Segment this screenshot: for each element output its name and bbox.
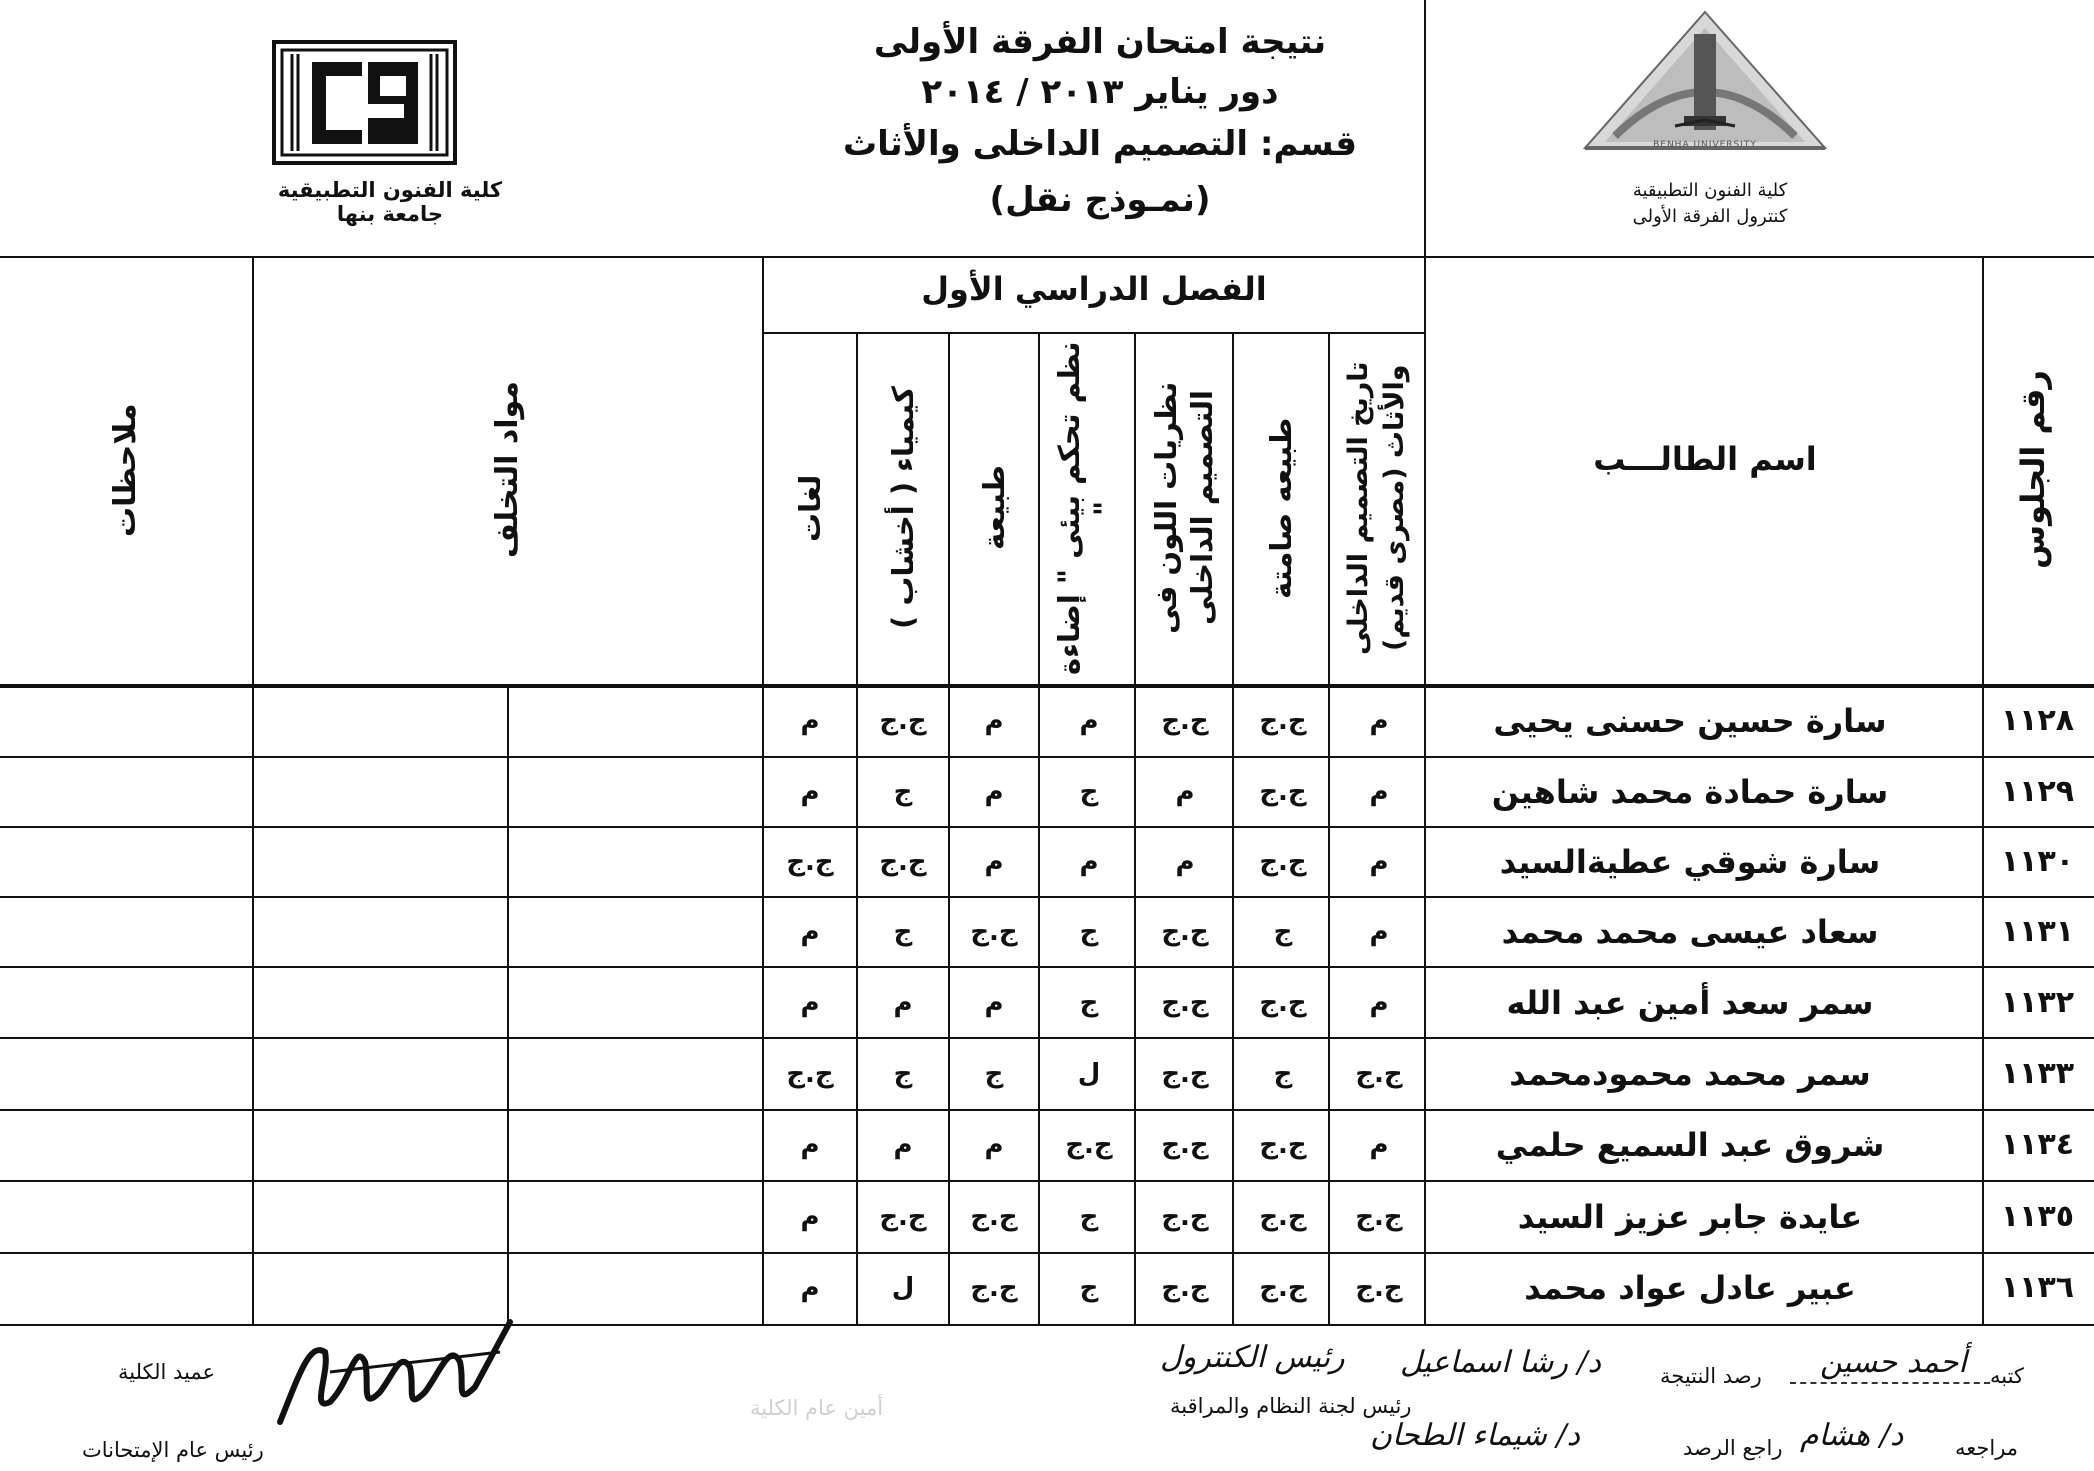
student-name: سمر سعد أمين عبد الله bbox=[1506, 984, 1874, 1022]
grade-cell: ج.ج bbox=[1355, 1202, 1403, 1232]
subject-header: طبيعة bbox=[977, 465, 1011, 551]
student-name: سارة شوقي عطيةالسيد bbox=[1499, 843, 1881, 881]
grade-cell: ج bbox=[1079, 917, 1099, 947]
checked-signature: د/ شيماء الطحان bbox=[1370, 1418, 1580, 1453]
seat-number: ١١٢٩ bbox=[2000, 774, 2075, 809]
grade-cell: ج.ج bbox=[1065, 1130, 1113, 1160]
student-name: سعاد عيسى محمد محمد bbox=[1501, 913, 1879, 951]
grade-cell: ج bbox=[1273, 1059, 1293, 1089]
grade-cell: ج.ج bbox=[1259, 988, 1307, 1018]
grade-cell: ج.ج bbox=[1161, 917, 1209, 947]
form-type: (نمـوذج نقل) bbox=[989, 180, 1211, 220]
faded-stamp-text: أمين عام الكلية bbox=[750, 1396, 884, 1420]
grade-cell: م bbox=[984, 1130, 1004, 1160]
grade-cell: ج.ج bbox=[1259, 1273, 1307, 1303]
seat-number: ١١٣٤ bbox=[2000, 1127, 2075, 1162]
grade-cell: ج bbox=[893, 917, 913, 947]
grade-cell: م bbox=[1369, 777, 1389, 807]
dean-signature-icon bbox=[270, 1312, 520, 1442]
doc-title: نتيجة امتحان الفرقة الأولى bbox=[873, 22, 1327, 62]
grade-cell: ج bbox=[1079, 777, 1099, 807]
recorded-label: رصد النتيجة bbox=[1660, 1364, 1762, 1388]
grade-cell: م bbox=[800, 706, 820, 736]
grade-cell: ج.ج bbox=[1259, 777, 1307, 807]
university-logo-icon bbox=[1580, 8, 1830, 158]
notes-header: ملاحظات bbox=[108, 403, 143, 537]
right-logo-caption: كلية الفنون التطبيقية bbox=[1632, 180, 1788, 201]
grade-cell: ج bbox=[893, 777, 913, 807]
grade-cell: ج bbox=[1079, 1202, 1099, 1232]
grade-cell: م bbox=[800, 1202, 820, 1232]
grade-cell: ج.ج bbox=[970, 917, 1018, 947]
student-name: عايدة جابر عزيز السيد bbox=[1517, 1198, 1863, 1236]
subject-header: طبيعه صامتة bbox=[1264, 417, 1298, 599]
seat-number: ١١٣٣ bbox=[2000, 1056, 2075, 1091]
grade-cell: م bbox=[800, 988, 820, 1018]
grade-cell: ج.ج bbox=[1161, 988, 1209, 1018]
exam-session: دور يناير ٢٠١٣ / ٢٠١٤ bbox=[921, 72, 1279, 112]
grade-cell: ج.ج bbox=[970, 1202, 1018, 1232]
dean-label: عميد الكلية bbox=[118, 1360, 216, 1384]
grade-cell: م bbox=[984, 777, 1004, 807]
control-head-signature: رئيس الكنترول bbox=[1160, 1340, 1345, 1375]
header-divider bbox=[1424, 0, 1426, 256]
written-by-signature: أحمد حسين bbox=[1820, 1345, 1967, 1380]
grade-cell: ج.ج bbox=[1161, 1059, 1209, 1089]
dashed-line bbox=[1790, 1382, 1990, 1384]
department: قسم: التصميم الداخلى والأثاث bbox=[842, 124, 1358, 164]
grade-cell: م bbox=[1369, 988, 1389, 1018]
faculty-logo-icon bbox=[272, 40, 457, 165]
grade-cell: م bbox=[1369, 1130, 1389, 1160]
grade-cell: م bbox=[800, 1273, 820, 1303]
logo-ring-text: BENHA UNIVERSITY bbox=[1653, 140, 1757, 150]
grade-cell: م bbox=[1369, 917, 1389, 947]
grade-cell: ج.ج bbox=[786, 847, 834, 877]
student-name-header: اسم الطالـــب bbox=[1593, 440, 1817, 478]
seat-number: ١١٣٠ bbox=[2000, 844, 2075, 879]
exams-head-label: رئيس عام الإمتحانات bbox=[82, 1438, 264, 1462]
grade-cell: ج bbox=[984, 1059, 1004, 1089]
student-name: سارة حمادة محمد شاهين bbox=[1491, 773, 1889, 811]
committee-head-label: رئيس لجنة النظام والمراقبة bbox=[1170, 1394, 1412, 1418]
grade-cell: ج.ج bbox=[1259, 1130, 1307, 1160]
grade-cell: ج.ج bbox=[786, 1059, 834, 1089]
grade-cell: ج.ج bbox=[1259, 1202, 1307, 1232]
grade-cell: ج bbox=[893, 1059, 913, 1089]
col-line bbox=[507, 684, 509, 1326]
seat-number-header: رقم الجلوس bbox=[2014, 370, 2052, 570]
grade-cell: م bbox=[984, 706, 1004, 736]
grade-cell: ج.ج bbox=[1161, 706, 1209, 736]
grade-cell: ج bbox=[1079, 1273, 1099, 1303]
right-logo-control: كنترول الفرقة الأولى bbox=[1632, 206, 1788, 227]
grade-cell: ج.ج bbox=[879, 706, 927, 736]
grade-cell: م bbox=[1369, 706, 1389, 736]
student-name: شروق عبد السميع حلمي bbox=[1495, 1126, 1885, 1164]
subject-header: لغات bbox=[793, 474, 827, 542]
grade-cell: م bbox=[800, 1130, 820, 1160]
grade-cell: ج.ج bbox=[970, 1273, 1018, 1303]
seat-number: ١١٣١ bbox=[2000, 914, 2075, 949]
student-name: عبير عادل عواد محمد bbox=[1524, 1269, 1856, 1307]
checked-label: راجع الرصد bbox=[1683, 1436, 1783, 1460]
grade-cell: م bbox=[800, 917, 820, 947]
subject-header: تاريخ التصميم الداخلى والأثاث (مصرى قديم) bbox=[1343, 361, 1410, 655]
subject-header: نظم تحكم بيئى " إضاءة " bbox=[1052, 341, 1122, 675]
grade-cell: ج.ج bbox=[1259, 706, 1307, 736]
grade-cell: ج.ج bbox=[1161, 1130, 1209, 1160]
grade-cell: م bbox=[1369, 847, 1389, 877]
grade-cell: ج.ج bbox=[879, 1202, 927, 1232]
seat-number: ١١٣٢ bbox=[2000, 985, 2075, 1020]
grade-cell: ج.ج bbox=[879, 847, 927, 877]
grade-cell: ل bbox=[891, 1273, 915, 1303]
grade-cell: م bbox=[984, 847, 1004, 877]
student-name: سمر محمد محمودمحمد bbox=[1509, 1055, 1871, 1093]
grade-cell: م bbox=[893, 1130, 913, 1160]
grade-cell: ج bbox=[1079, 988, 1099, 1018]
grade-cell: م bbox=[1079, 706, 1099, 736]
grade-cell: م bbox=[893, 988, 913, 1018]
semester-header: الفصل الدراسي الأول bbox=[921, 270, 1267, 308]
seat-number: ١١٣٦ bbox=[2000, 1270, 2075, 1305]
written-by-label: كتبه bbox=[1990, 1364, 2024, 1388]
student-name: سارة حسين حسنى يحيى bbox=[1493, 702, 1887, 740]
grade-cell: ج bbox=[1273, 917, 1293, 947]
grade-cell: ج.ج bbox=[1161, 1273, 1209, 1303]
grade-cell: م bbox=[1175, 847, 1195, 877]
reviewed-label: مراجعه bbox=[1955, 1436, 2019, 1460]
grade-cell: م bbox=[800, 777, 820, 807]
left-logo-caption: كلية الفنون التطبيقية bbox=[277, 178, 503, 202]
grade-cell: ل bbox=[1077, 1059, 1101, 1089]
grade-cell: ج.ج bbox=[1355, 1059, 1403, 1089]
seat-number: ١١٣٥ bbox=[2000, 1199, 2075, 1234]
grade-cell: م bbox=[1079, 847, 1099, 877]
recorded-signature: د/ رشا اسماعيل bbox=[1400, 1345, 1601, 1380]
subject-header: كيمياء ( أخشاب ) bbox=[886, 386, 920, 630]
grade-cell: م bbox=[984, 988, 1004, 1018]
grade-cell: ج.ج bbox=[1355, 1273, 1403, 1303]
seat-number: ١١٢٨ bbox=[2000, 703, 2075, 738]
left-logo-university: جامعة بنها bbox=[336, 202, 444, 226]
grade-cell: ج.ج bbox=[1259, 847, 1307, 877]
grade-cell: ج.ج bbox=[1161, 1202, 1209, 1232]
grade-cell: م bbox=[1175, 777, 1195, 807]
failed-subjects-header: مواد التخلف bbox=[490, 381, 525, 559]
reviewed-signature: د/ هشام bbox=[1800, 1418, 1904, 1453]
subject-header: نظريات اللون فى التصميم الداخلى bbox=[1149, 381, 1219, 635]
